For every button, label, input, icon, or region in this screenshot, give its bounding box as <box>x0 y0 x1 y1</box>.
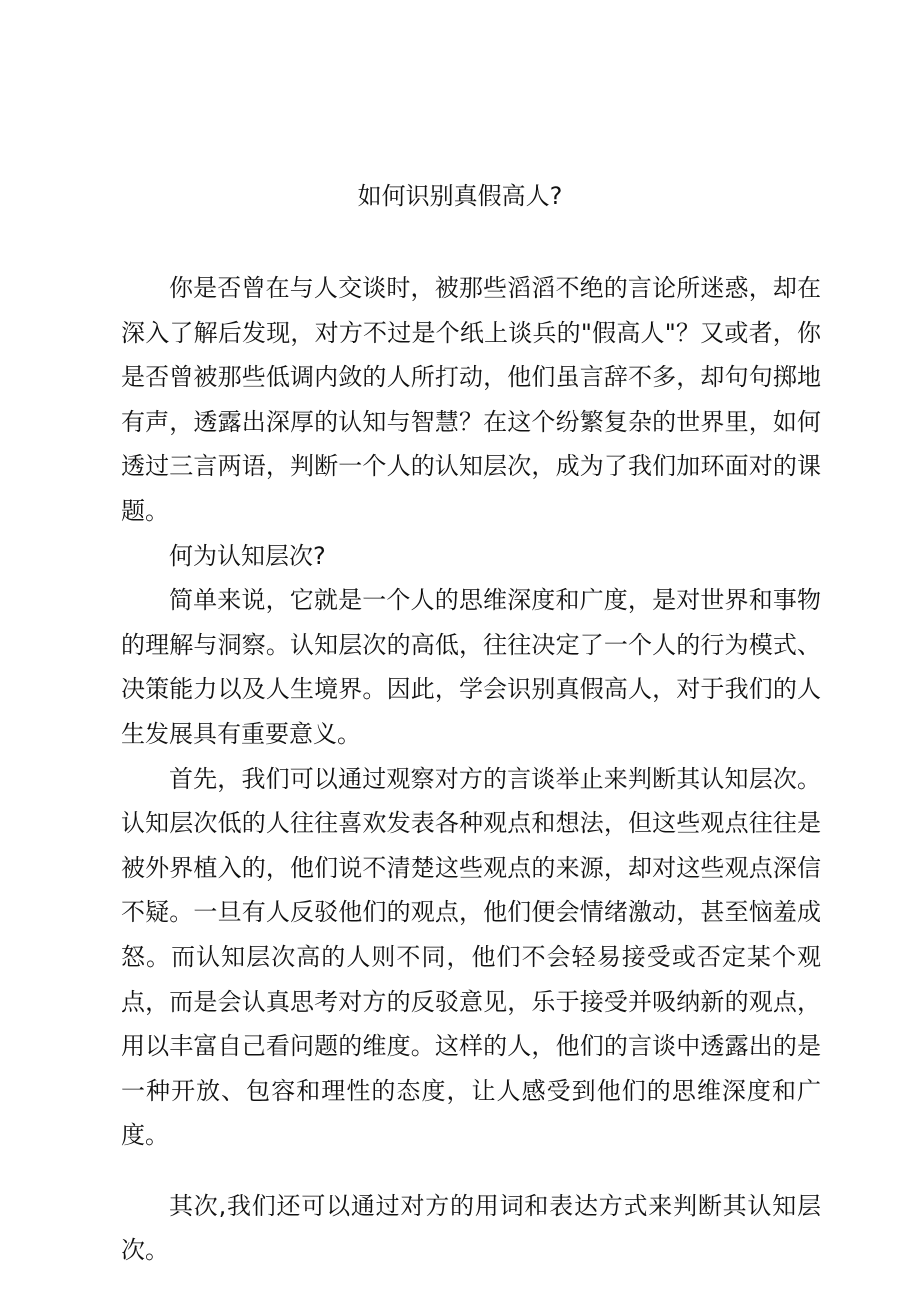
paragraph-first-point: 首先，我们可以通过观察对方的言谈举止来判断其认知层次。认知层次低的人往往喜欢发表各种观点和想法，但这些观点往往是被外界植入的，他们说不清楚这些观点的来源，却对这些观点深信不疑。一旦有人反驳他们的观点，他们便会情绪激动，甚至恼羞成怒。而认知层次高的人则不同，他们不会轻易接受或否定某个观点，而是会认真思考对方的反驳意见，乐于接受并吸纳新的观点，用以丰富自己看问题的维度。这样的人，他们的言谈中透露出的是一种开放、包容和理性的态度，让人感受到他们的思维深度和广度。 <box>121 764 821 1150</box>
document-title: 如何识别真假高人? <box>357 182 563 210</box>
paragraph-definition: 简单来说，它就是一个人的思维深度和广度，是对世界和事物的理解与洞察。认知层次的高低，往往决定了一个人的行为模式、决策能力以及人生境界。因此，学会识别真假高人，对于我们的人生发展具有重要意义。 <box>121 586 821 748</box>
document-body <box>121 266 821 1273</box>
paragraph-question: 何为认知层次? <box>169 541 326 570</box>
paragraph-intro: 你是否曾在与人交谈时，被那些滔滔不绝的言论所迷惑，却在深入了解后发现，对方不过是个纸上谈兵的"假高人"？又或者，你是否曾被那些低调内敛的人所打动，他们虽言辞不多，却句句掷地有声，透露出深厚的认知与智慧？在这个纷繁复杂的世界里，如何透过三言两语，判断一个人的认知层次，成为了我们加环面对的课题。 <box>121 274 821 525</box>
paragraph-second-point: 其次,我们还可以通过对方的用词和表达方式来判断其认知层次。 <box>121 1191 821 1265</box>
